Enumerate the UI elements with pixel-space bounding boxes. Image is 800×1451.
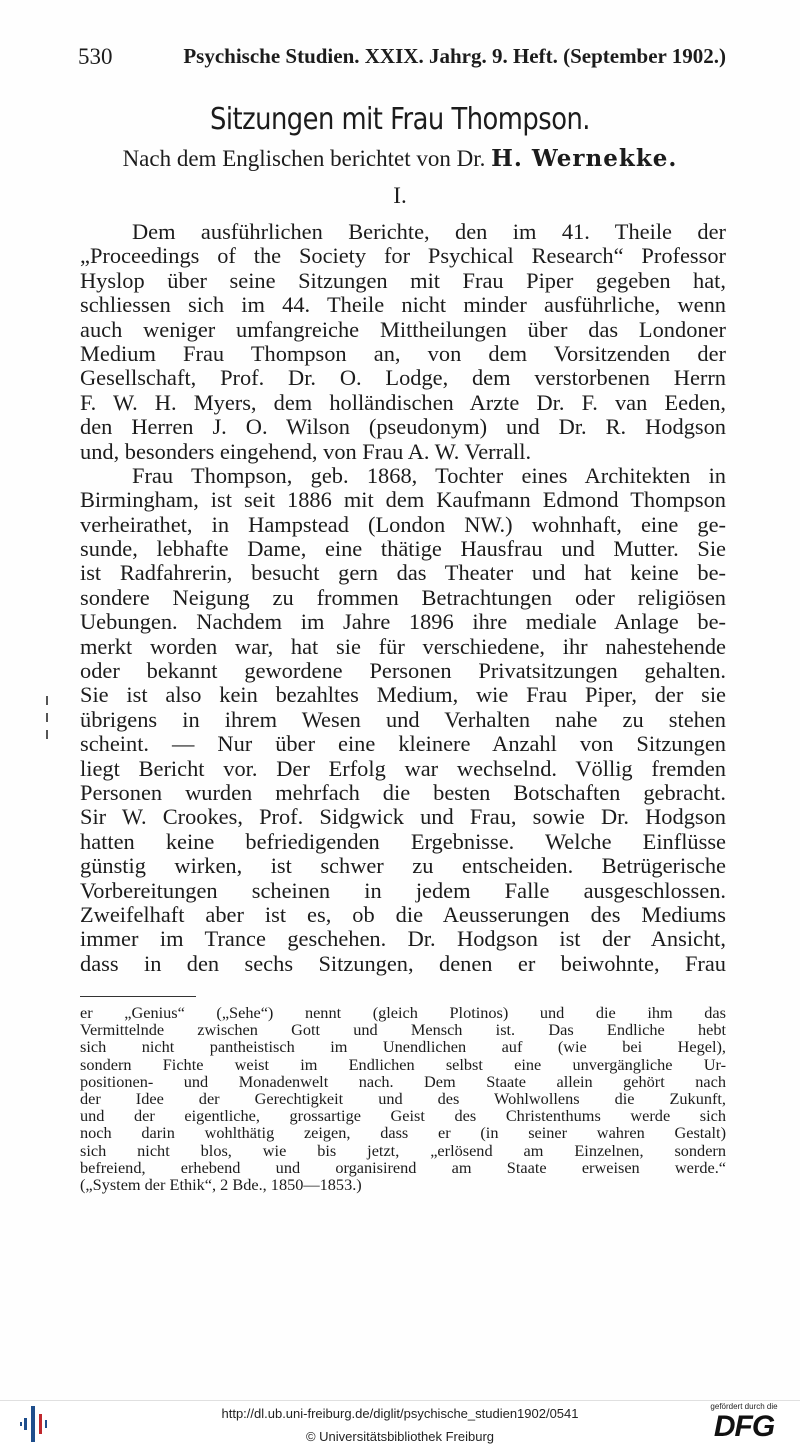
running-title: Psychische Studien. XXIX. Jahrg. 9. Heft. (September 1902.) [183,44,726,68]
article-title: Sitzungen mit Frau Thompson. [209,102,590,137]
running-header [78,44,726,70]
body-line: sunde, lebhafte Dame, eine thätige Hausfrau und Mutter. Sie [80,536,726,562]
body-line: Frau Thompson, geb. 1868, Tochter eines Architekten in [132,462,726,488]
body-line: Hyslop über seine Sitzungen mit Frau Piper gegeben hat, [80,267,726,293]
body-line: günstig wirken, ist schwer zu entscheiden. Betrügerische [80,853,726,879]
page-number: 530 [78,44,113,69]
body-line: liegt Bericht vor. Der Erfolg war wechselnd. Völlig fremden [80,755,726,781]
section-numeral: I. [393,183,407,208]
footnote-text [80,1004,726,1193]
body-line: merkt worden war, hat sie für verschiedene, ihr nahestehende [80,633,726,659]
footnote-line: Vermittelnde zwischen Gott und Mensch ist. Das Endliche hebt [80,1020,726,1040]
copyright-notice: © Universitätsbibliothek Freiburg [305,1429,495,1444]
dfg-funding-note: gefördert durch die [710,1402,778,1411]
body-line: scheint. — Nur über eine kleinere Anzahl von Sitzungen [80,731,726,757]
dfg-logo [698,1402,790,1446]
body-line: Sir W. Crookes, Prof. Sidgwick und Frau, sowie Dr. Hodgson [80,804,726,830]
footnote-line: („System der Ethik“, 2 Bde., 1850—1853.) [80,1174,362,1194]
body-line: „Proceedings of the Society for Psychical Research“ Professor [80,243,726,269]
footnote-line: und der eigentliche, grossartige Geist des Christenthums werde sich [80,1106,726,1126]
body-line: sondere Neigung zu frommen Betrachtungen oder religiösen [80,584,726,610]
footnote-line: befreiend, erhebend und organisirend am Staate erweisen werde.“ [80,1157,726,1177]
footnote-line: der Idee der Gerechtigkeit und des Wohlwollens die Zukunft, [80,1088,726,1108]
permalink-url[interactable]: http://dl.ub.uni-freiburg.de/diglit/psychische_studien1902/0541 [221,1406,579,1421]
body-line: Vorbereitungen scheinen in jedem Falle ausgeschlossen. [80,877,726,903]
body-line: übrigens in ihrem Wesen und Verhalten nahe zu stehen [80,706,726,732]
body-line: Gesellschaft, Prof. Dr. O. Lodge, dem verstorbenen Herrn [80,365,726,391]
body-line: Sie ist also kein bezahltes Medium, wie Frau Piper, der sie [80,682,726,708]
author-name: H. Wernekke. [491,145,678,172]
body-line: Dem ausführlichen Berichte, den im 41. Theile der [132,219,726,244]
subtitle-prefix: Nach dem Englischen berichtet von Dr. [122,146,486,171]
body-line: auch weniger umfangreiche Mittheilungen über das Londoner [80,316,726,342]
body-line: schliessen sich im 44. Theile nicht minder ausführliche, wenn [80,292,726,318]
body-line: Zweifelhaft aber ist es, ob die Aeusserungen des Mediums [80,901,726,927]
body-line: den Herren J. O. Wilson (pseudonym) und Dr. R. Hodgson [80,414,726,440]
footnote-rule [80,996,196,997]
body-line: Personen wurden mehrfach die besten Botschaften gebracht. [80,779,726,805]
body-line: oder bekannt gewordene Personen Privatsitzungen gehalten. [80,658,726,684]
dfg-logo-text: DFG [713,1410,775,1443]
body-line: hatten keine befriedigenden Ergebnisse. Welche Einflüsse [80,828,726,854]
article-subtitle [0,145,800,172]
body-line: Medium Frau Thompson an, von dem Vorsitzenden der [80,340,726,366]
body-text [80,220,726,976]
footnote-line: positionen- und Monadenwelt nach. Dem Staate allein gehört nach [80,1071,726,1091]
footnote-line: noch darin wohlthätig zeigen, dass er (in seiner wahren Gestalt) [80,1123,726,1143]
footnote-line: sich nicht pantheistisch im Unendlichen auf (wie bei Hegel), [80,1037,726,1057]
body-line: verheirathet, in Hampstead (London NW.) wohnhaft, eine ge- [80,511,726,537]
body-line: ist Radfahrerin, besucht gern das Theater und hat keine be- [80,560,726,586]
body-line: Birmingham, ist seit 1886 mit dem Kaufmann Edmond Thompson [80,487,726,513]
margin-marks [44,690,52,750]
body-line: und, besonders eingehend, von Frau A. W. Verrall. [80,438,532,464]
footnote-line: sich nicht blos, wie bis jetzt, „erlösend am Einzelnen, sondern [80,1140,726,1160]
body-line: Uebungen. Nachdem im Jahre 1896 ihre mediale Anlage be- [80,609,726,635]
body-line: F. W. H. Myers, dem holländischen Arzte Dr. F. van Eeden, [80,389,726,415]
footnote-line: er „Genius“ („Sehe“) nennt (gleich Plotinos) und die ihm das [80,1003,726,1022]
body-line: immer im Trance geschehen. Dr. Hodgson ist der Ansicht, [80,926,726,952]
footnote-line: sondern Fichte weist im Endlichen selbst eine unvergängliche Ur- [80,1054,726,1074]
body-line: dass in den sechs Sitzungen, denen er beiwohnte, Frau [80,950,726,976]
